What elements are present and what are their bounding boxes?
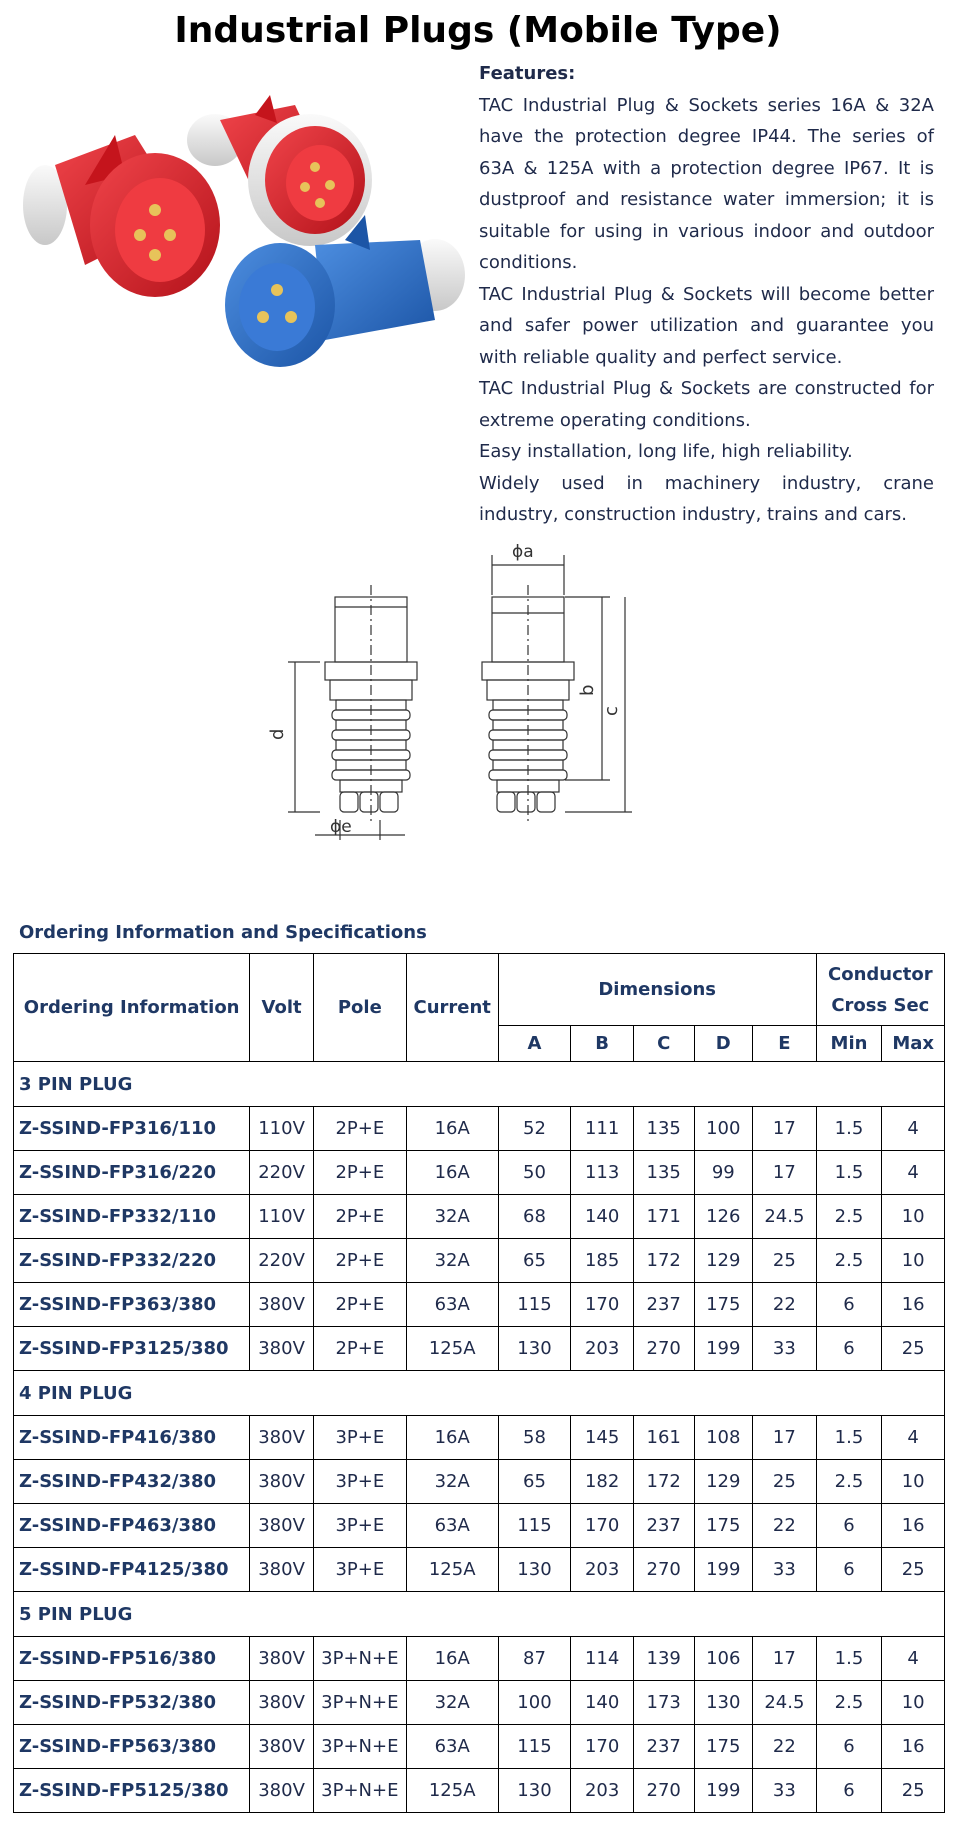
spec-cell: 199 [694, 1327, 753, 1371]
spec-cell: 16A [406, 1416, 498, 1460]
spec-cell: 3P+E [313, 1416, 406, 1460]
header-conductor-line1: Conductor [828, 963, 933, 985]
spec-cell: 63A [406, 1725, 498, 1769]
spec-cell: 113 [571, 1151, 634, 1195]
features-section [479, 58, 934, 531]
spec-cell: 87 [498, 1637, 571, 1681]
header-pole: Pole [313, 954, 406, 1062]
table-row [14, 1504, 945, 1548]
header-dim-d: D [694, 1026, 753, 1062]
feature-paragraph: TAC Industrial Plug & Sockets series 16A & 32A have the protection degree IP44. The series of 63A & 125A with a protection degree IP67. It is dustproof and resistance water immersion; it is suitable for using in various indoor and outdoor conditions. [479, 94, 934, 273]
spec-cell: 10 [882, 1239, 945, 1283]
spec-cell: 380V [250, 1769, 314, 1813]
spec-cell: 3P+E [313, 1460, 406, 1504]
spec-cell: 172 [633, 1239, 694, 1283]
header-dim-a: A [498, 1026, 571, 1062]
table-row [14, 1637, 945, 1681]
spec-cell: 65 [498, 1460, 571, 1504]
ordering-code-cell: Z-SSIND-FP363/380 [14, 1283, 250, 1327]
table-row [14, 1460, 945, 1504]
spec-cell: 115 [498, 1283, 571, 1327]
spec-cell: 170 [571, 1725, 634, 1769]
spec-cell: 100 [694, 1107, 753, 1151]
spec-cell: 2P+E [313, 1283, 406, 1327]
spec-cell: 135 [633, 1151, 694, 1195]
spec-cell: 199 [694, 1548, 753, 1592]
table-row [14, 1769, 945, 1813]
spec-cell: 17 [753, 1637, 817, 1681]
spec-cell: 2.5 [816, 1195, 882, 1239]
spec-cell: 130 [694, 1681, 753, 1725]
spec-cell: 129 [694, 1239, 753, 1283]
spec-cell: 99 [694, 1151, 753, 1195]
spec-cell: 16 [882, 1725, 945, 1769]
spec-cell: 32A [406, 1195, 498, 1239]
spec-cell: 1.5 [816, 1416, 882, 1460]
ordering-code-cell: Z-SSIND-FP332/220 [14, 1239, 250, 1283]
spec-cell: 175 [694, 1725, 753, 1769]
spec-cell: 10 [882, 1460, 945, 1504]
spec-cell: 17 [753, 1151, 817, 1195]
spec-cell: 25 [882, 1327, 945, 1371]
spec-cell: 1.5 [816, 1107, 882, 1151]
features-heading: Features: [479, 63, 576, 84]
spec-cell: 4 [882, 1637, 945, 1681]
spec-cell: 111 [571, 1107, 634, 1151]
spec-cell: 126 [694, 1195, 753, 1239]
spec-cell: 380V [250, 1416, 314, 1460]
spec-cell: 4 [882, 1107, 945, 1151]
spec-cell: 6 [816, 1283, 882, 1327]
spec-cell: 25 [882, 1548, 945, 1592]
specifications-table-body [14, 1062, 945, 1813]
group-row [14, 1592, 945, 1637]
spec-cell: 25 [882, 1769, 945, 1813]
spec-cell: 170 [571, 1504, 634, 1548]
header-ordering-information: Ordering Information [14, 954, 250, 1062]
header-max: Max [882, 1026, 945, 1062]
spec-cell: 130 [498, 1327, 571, 1371]
plug-front-view [482, 585, 574, 825]
spec-cell: 52 [498, 1107, 571, 1151]
spec-cell: 1.5 [816, 1637, 882, 1681]
spec-cell: 110V [250, 1107, 314, 1151]
spec-cell: 22 [753, 1283, 817, 1327]
feature-paragraph: TAC Industrial Plug & Sockets will become better and safer power utilization and guarantee you with reliable quality and perfect service. [479, 283, 934, 368]
spec-cell: 6 [816, 1548, 882, 1592]
ordering-code-cell: Z-SSIND-FP516/380 [14, 1637, 250, 1681]
header-dim-c: C [633, 1026, 694, 1062]
spec-cell: 58 [498, 1416, 571, 1460]
spec-cell: 172 [633, 1460, 694, 1504]
group-row [14, 1371, 945, 1416]
header-min: Min [816, 1026, 882, 1062]
table-row [14, 1107, 945, 1151]
table-row [14, 1548, 945, 1592]
ordering-code-cell: Z-SSIND-FP5125/380 [14, 1769, 250, 1813]
spec-cell: 2.5 [816, 1239, 882, 1283]
spec-cell: 270 [633, 1327, 694, 1371]
table-row [14, 1725, 945, 1769]
table-row [14, 1151, 945, 1195]
spec-cell: 173 [633, 1681, 694, 1725]
blue-plug [225, 215, 465, 367]
spec-cell: 380V [250, 1460, 314, 1504]
ordering-code-cell: Z-SSIND-FP316/220 [14, 1151, 250, 1195]
spec-cell: 68 [498, 1195, 571, 1239]
spec-cell: 175 [694, 1283, 753, 1327]
spec-cell: 170 [571, 1283, 634, 1327]
spec-cell: 125A [406, 1769, 498, 1813]
product-photo [15, 95, 475, 425]
spec-cell: 3P+E [313, 1504, 406, 1548]
spec-cell: 32A [406, 1460, 498, 1504]
spec-cell: 175 [694, 1504, 753, 1548]
spec-cell: 237 [633, 1504, 694, 1548]
dim-label-a: ϕa [512, 542, 534, 562]
spec-cell: 24.5 [753, 1195, 817, 1239]
spec-cell: 140 [571, 1195, 634, 1239]
spec-cell: 114 [571, 1637, 634, 1681]
spec-cell: 130 [498, 1548, 571, 1592]
spec-cell: 6 [816, 1769, 882, 1813]
spec-cell: 33 [753, 1769, 817, 1813]
spec-cell: 380V [250, 1283, 314, 1327]
spec-cell: 63A [406, 1504, 498, 1548]
spec-cell: 3P+E [313, 1548, 406, 1592]
spec-cell: 203 [571, 1548, 634, 1592]
spec-cell: 380V [250, 1681, 314, 1725]
spec-cell: 237 [633, 1283, 694, 1327]
spec-cell: 380V [250, 1548, 314, 1592]
spec-cell: 65 [498, 1239, 571, 1283]
spec-cell: 1.5 [816, 1151, 882, 1195]
group-title: 3 PIN PLUG [14, 1062, 945, 1107]
spec-cell: 110V [250, 1195, 314, 1239]
spec-cell: 135 [633, 1107, 694, 1151]
spec-cell: 4 [882, 1416, 945, 1460]
spec-cell: 220V [250, 1151, 314, 1195]
spec-cell: 115 [498, 1504, 571, 1548]
table-row [14, 1327, 945, 1371]
spec-cell: 2P+E [313, 1195, 406, 1239]
spec-cell: 3P+N+E [313, 1725, 406, 1769]
spec-cell: 6 [816, 1504, 882, 1548]
spec-cell: 270 [633, 1548, 694, 1592]
ordering-code-cell: Z-SSIND-FP332/110 [14, 1195, 250, 1239]
spec-cell: 380V [250, 1327, 314, 1371]
ordering-code-cell: Z-SSIND-FP532/380 [14, 1681, 250, 1725]
ordering-code-cell: Z-SSIND-FP4125/380 [14, 1548, 250, 1592]
feature-paragraph: Easy installation, long life, high reliability. [479, 441, 853, 462]
header-conductor-line2: Cross Sec [831, 994, 930, 1016]
spec-cell: 125A [406, 1327, 498, 1371]
spec-cell: 106 [694, 1637, 753, 1681]
group-row [14, 1062, 945, 1107]
dim-label-c: c [601, 706, 622, 716]
spec-cell: 22 [753, 1504, 817, 1548]
header-dim-e: E [753, 1026, 817, 1062]
spec-cell: 17 [753, 1416, 817, 1460]
spec-cell: 2P+E [313, 1151, 406, 1195]
spec-cell: 171 [633, 1195, 694, 1239]
ordering-code-cell: Z-SSIND-FP432/380 [14, 1460, 250, 1504]
spec-cell: 16A [406, 1107, 498, 1151]
spec-cell: 2P+E [313, 1107, 406, 1151]
spec-cell: 130 [498, 1769, 571, 1813]
header-current: Current [406, 954, 498, 1062]
table-row [14, 1283, 945, 1327]
spec-cell: 33 [753, 1327, 817, 1371]
spec-cell: 108 [694, 1416, 753, 1460]
group-title: 4 PIN PLUG [14, 1371, 945, 1416]
spec-cell: 16 [882, 1504, 945, 1548]
spec-cell: 2.5 [816, 1681, 882, 1725]
spec-cell: 6 [816, 1725, 882, 1769]
spec-cell: 2P+E [313, 1327, 406, 1371]
feature-paragraph: TAC Industrial Plug & Sockets are constructed for extreme operating conditions. [479, 378, 934, 431]
spec-cell: 125A [406, 1548, 498, 1592]
spec-cell: 161 [633, 1416, 694, 1460]
spec-cell: 129 [694, 1460, 753, 1504]
spec-cell: 3P+N+E [313, 1769, 406, 1813]
spec-cell: 237 [633, 1725, 694, 1769]
page-title: Industrial Plugs (Mobile Type) [174, 10, 782, 51]
spec-cell: 33 [753, 1548, 817, 1592]
ordering-code-cell: Z-SSIND-FP463/380 [14, 1504, 250, 1548]
spec-cell: 24.5 [753, 1681, 817, 1725]
feature-paragraph: Widely used in machinery industry, crane industry, construction industry, trains and cars. [479, 472, 934, 525]
spec-cell: 139 [633, 1637, 694, 1681]
dim-label-d: d [267, 728, 288, 740]
spec-cell: 17 [753, 1107, 817, 1151]
table-row [14, 1681, 945, 1725]
spec-cell: 145 [571, 1416, 634, 1460]
plug-side-view [325, 585, 417, 825]
spec-cell: 270 [633, 1769, 694, 1813]
header-dim-b: B [571, 1026, 634, 1062]
red-plug-left [23, 135, 220, 297]
spec-cell: 22 [753, 1725, 817, 1769]
specifications-table [13, 953, 945, 1813]
ordering-code-cell: Z-SSIND-FP563/380 [14, 1725, 250, 1769]
spec-cell: 16 [882, 1283, 945, 1327]
spec-cell: 380V [250, 1504, 314, 1548]
spec-cell: 16A [406, 1151, 498, 1195]
header-dimensions: Dimensions [498, 954, 816, 1026]
spec-cell: 10 [882, 1195, 945, 1239]
dim-label-b: b [577, 684, 598, 696]
ordering-code-cell: Z-SSIND-FP416/380 [14, 1416, 250, 1460]
spec-cell: 199 [694, 1769, 753, 1813]
spec-cell: 140 [571, 1681, 634, 1725]
spec-cell: 380V [250, 1637, 314, 1681]
header-volt: Volt [250, 954, 314, 1062]
spec-cell: 2.5 [816, 1460, 882, 1504]
ordering-section-title: Ordering Information and Specifications [19, 922, 427, 943]
header-conductor [816, 954, 944, 1026]
spec-cell: 203 [571, 1769, 634, 1813]
spec-cell: 380V [250, 1725, 314, 1769]
table-row [14, 1195, 945, 1239]
spec-cell: 182 [571, 1460, 634, 1504]
spec-cell: 16A [406, 1637, 498, 1681]
ordering-code-cell: Z-SSIND-FP316/110 [14, 1107, 250, 1151]
spec-cell: 25 [753, 1460, 817, 1504]
spec-cell: 4 [882, 1151, 945, 1195]
spec-cell: 25 [753, 1239, 817, 1283]
spec-cell: 10 [882, 1681, 945, 1725]
spec-cell: 32A [406, 1239, 498, 1283]
spec-cell: 50 [498, 1151, 571, 1195]
table-row [14, 1239, 945, 1283]
spec-cell: 3P+N+E [313, 1637, 406, 1681]
group-title: 5 PIN PLUG [14, 1592, 945, 1637]
spec-cell: 6 [816, 1327, 882, 1371]
ordering-code-cell: Z-SSIND-FP3125/380 [14, 1327, 250, 1371]
spec-cell: 63A [406, 1283, 498, 1327]
spec-cell: 100 [498, 1681, 571, 1725]
spec-cell: 220V [250, 1239, 314, 1283]
spec-cell: 3P+N+E [313, 1681, 406, 1725]
spec-cell: 115 [498, 1725, 571, 1769]
spec-cell: 2P+E [313, 1239, 406, 1283]
spec-cell: 203 [571, 1327, 634, 1371]
spec-cell: 185 [571, 1239, 634, 1283]
table-row [14, 1416, 945, 1460]
dimension-drawing [260, 535, 680, 895]
dim-label-e: ϕe [330, 817, 352, 837]
spec-cell: 32A [406, 1681, 498, 1725]
